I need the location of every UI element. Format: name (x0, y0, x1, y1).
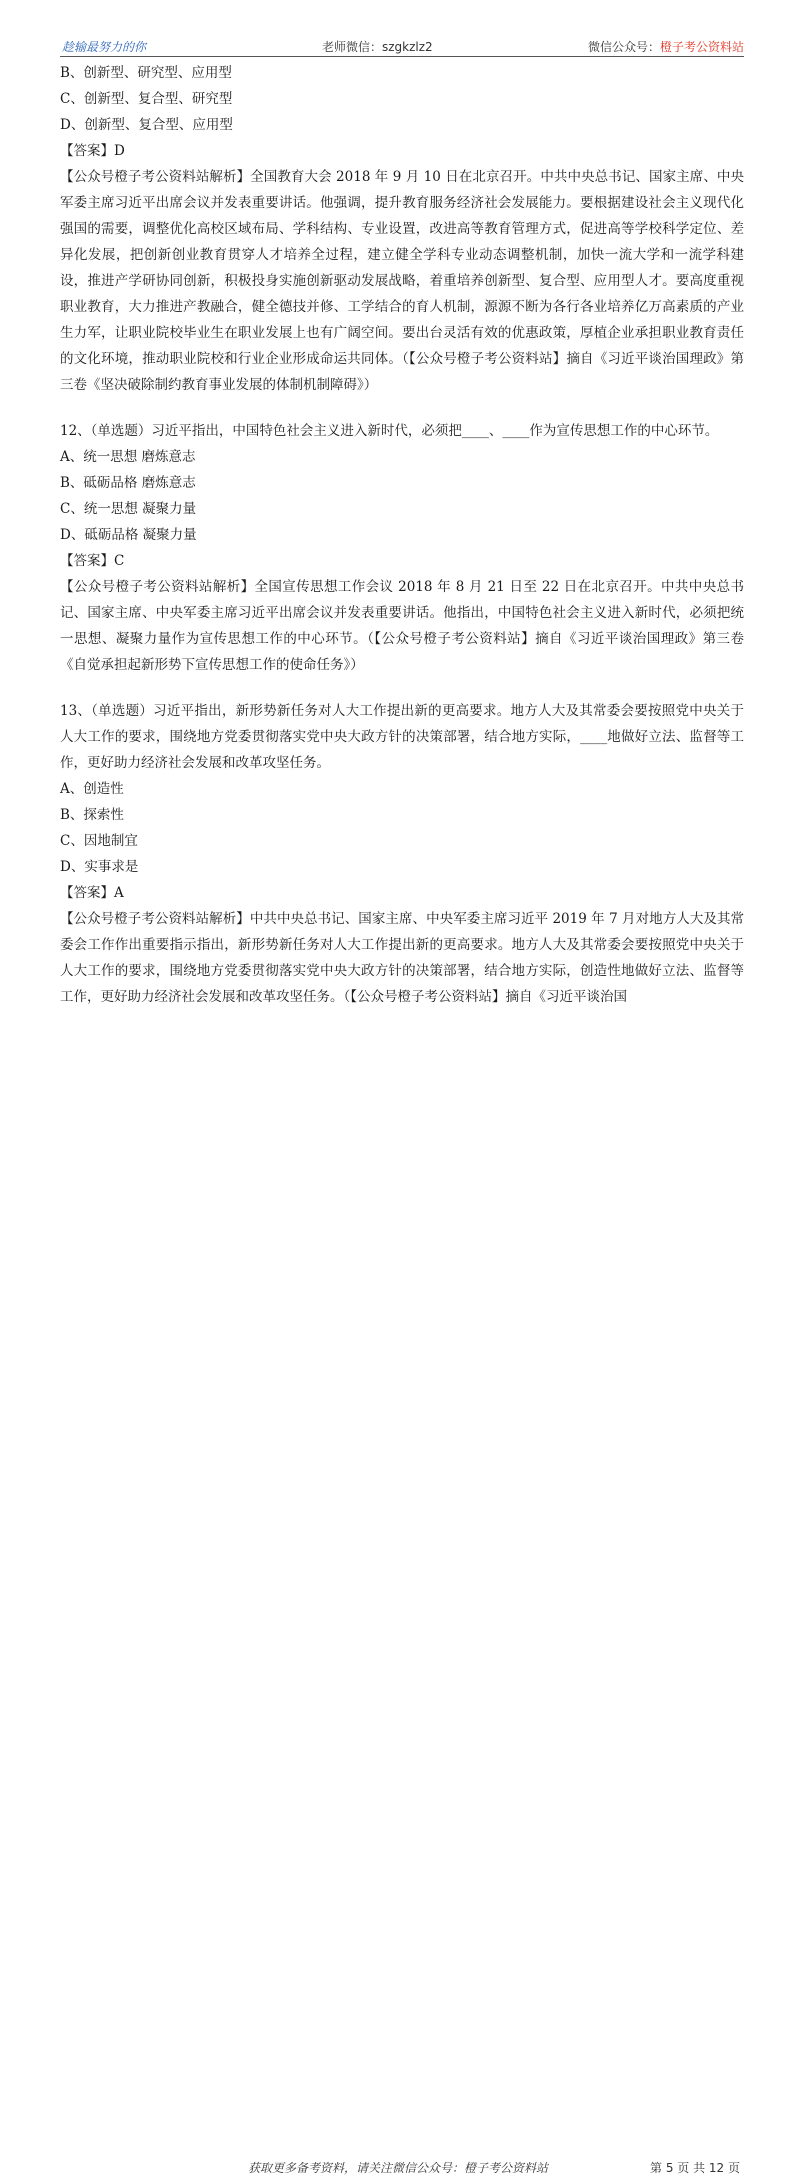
option-b: B、创新型、研究型、应用型 (60, 65, 232, 81)
answer: 【答案】D (60, 143, 125, 159)
header-account-prefix: 微信公众号： (587, 40, 660, 54)
option-a: A、创造性 (60, 781, 124, 797)
analysis: 【公众号橙子考公资料站解析】全国教育大会 2018 年 9 月 10 日在北京召开。中共中央总书记、国家主席、中央军委主席习近平出席会议并发表重要讲话。他强调，提升教育服务经济社会发展能力。要根据建设社会主义现代化强国的需要，调整优化高校区域布局、学科结构、专业设置，改进高等教育管理方式，促进高等学校科学定位、差异化发展，把创新创业教育贯穿人才培养全过程，建立健全学科专业动态调整机制，加快一流大学和一流学科建设，推进产学研协同创新，积极投身实施创新驱动发展战略，着重培养创新型、复合型、应用型人才。要高度重视职业教育，大力推进产教融合，健全德技并修、工学结合的育人机制，源源不断为各行各业培养亿万高素质的产业生力军，让职业院校毕业生在职业发展上也有广阔空间。要出台灵活有效的优惠政策，厚植企业承担职业教育责任的文化环境，推动职业院校和行业企业形成命运共同体。（【公众号橙子考公资料站】摘自《习近平谈治国理政》第三卷《坚决破除制约教育事业发展的体制机制障碍》） (60, 169, 744, 393)
question-12 (60, 418, 744, 678)
question-stem: 13、（单选题）习近平指出，新形势新任务对人大工作提出新的更高要求。地方人大及其常委会要按照党中央关于人大工作的要求，围绕地方党委贯彻落实党中央大政方针的决策部署，结合地方实际，____地做好立法、监督等工作，更好助力经济社会发展和改革攻坚任务。 (60, 703, 744, 771)
header-account-brand: 橙子考公资料站 (659, 40, 744, 54)
header-slogan: 趁输最努力的你 (62, 40, 147, 54)
question-11-tail (60, 60, 744, 398)
question-13 (60, 698, 744, 1010)
page-header (0, 0, 800, 58)
header-official-account (588, 38, 744, 55)
analysis: 【公众号橙子考公资料站解析】全国宣传思想工作会议 2018 年 8 月 21 日至 22 日在北京召开。中共中央总书记、国家主席、中央军委主席习近平出席会议并发表重要讲话。他指出，中国特色社会主义进入新时代，必须把统一思想、凝聚力量作为宣传思想工作的中心环节。（【公众号橙子考公资料站】摘自《习近平谈治国理政》第三卷《自觉承担起新形势下宣传思想工作的使命任务》） (60, 579, 744, 673)
document-body (60, 60, 744, 1010)
option-a: A、统一思想 磨炼意志 (60, 449, 196, 465)
option-c: C、因地制宜 (60, 833, 138, 849)
spacer (60, 398, 744, 418)
spacer (60, 678, 744, 698)
option-b: B、砥砺品格 磨炼意志 (60, 475, 196, 491)
footer-notice: 获取更多备考资料，请关注微信公众号：橙子考公资料站 (248, 2161, 549, 2175)
question-stem: 12、（单选题）习近平指出，中国特色社会主义进入新时代，必须把____、____作为宣传思想工作的中心环节。 (60, 423, 719, 439)
option-b: B、探索性 (60, 807, 124, 823)
option-d: D、实事求是 (60, 859, 139, 875)
option-c: C、创新型、复合型、研究型 (60, 91, 233, 107)
page-number: 第 5 页 共 12 页 (650, 2161, 740, 2175)
answer: 【答案】A (60, 885, 124, 901)
option-c: C、统一思想 凝聚力量 (60, 501, 197, 517)
header-divider (60, 56, 744, 57)
header-teacher-wechat: 老师微信：szgkzlz2 (322, 40, 433, 54)
option-d: D、创新型、复合型、应用型 (60, 117, 233, 133)
option-d: D、砥砺品格 凝聚力量 (60, 527, 197, 543)
analysis: 【公众号橙子考公资料站解析】中共中央总书记、国家主席、中央军委主席习近平 2019 年 7 月对地方人大及其常委会工作作出重要指示指出，新形势新任务对人大工作提出新的更高要求。地方人大及其常委会要按照党中央关于人大工作的要求，围绕地方党委贯彻落实党中央大政方针的决策部署，结合地方实际，创造性地做好立法、监督等工作，更好助力经济社会发展和改革攻坚任务。（【公众号橙子考公资料站】摘自《习近平谈治国 (60, 911, 744, 1005)
answer: 【答案】C (60, 553, 125, 569)
